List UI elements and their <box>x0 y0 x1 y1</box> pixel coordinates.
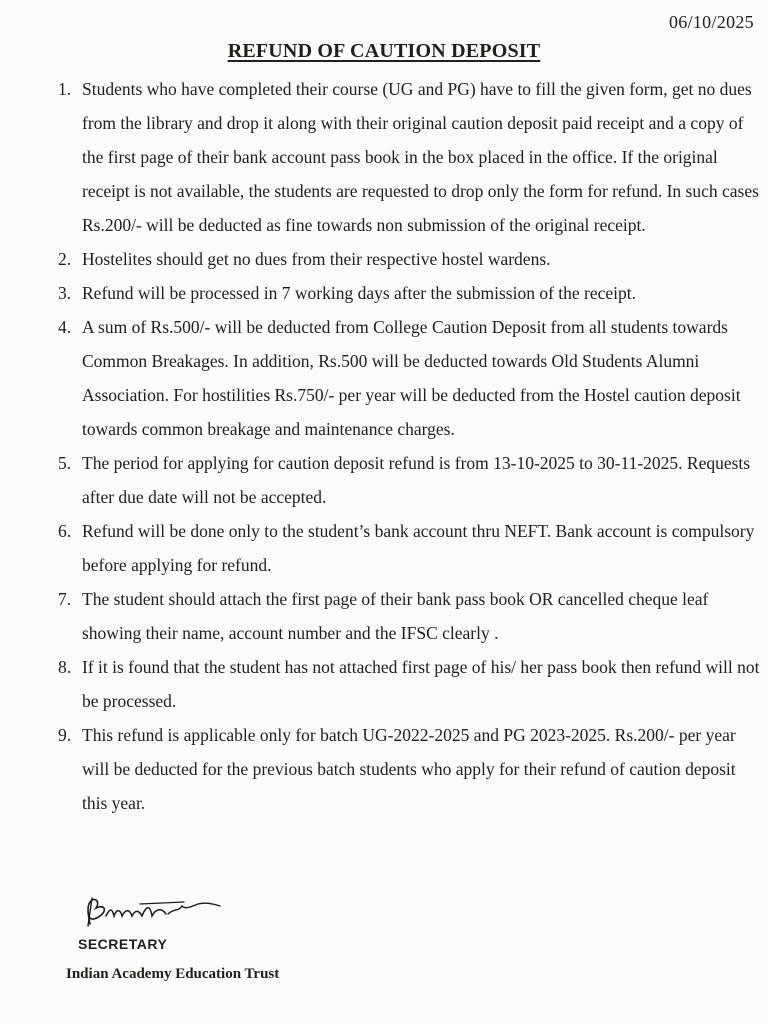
item-number: 5. <box>58 453 72 473</box>
item-text: Refund will be processed in 7 working days after the submission of the receipt. <box>82 283 637 303</box>
list-item <box>58 514 762 582</box>
item-number: 2. <box>58 249 72 269</box>
document-date: 06/10/2025 <box>668 12 754 32</box>
list-item <box>58 718 762 820</box>
item-number: 4. <box>58 317 72 337</box>
item-text: This refund is applicable only for batch UG-2022-2025 and PG 2023-2025. Rs.200/- per year will be deducted for the previous batch students who apply for their refund of caution deposit this year. <box>82 725 736 813</box>
list-item <box>58 582 762 650</box>
list-item <box>58 446 762 514</box>
instructions-list <box>58 72 762 820</box>
item-text: The student should attach the first page of their bank pass book OR cancelled cheque leaf showing their name, account number and the IFSC clearly . <box>82 589 709 643</box>
item-number: 3. <box>58 283 72 303</box>
item-number: 8. <box>58 657 72 677</box>
list-item <box>58 276 762 310</box>
document-title: REFUND OF CAUTION DEPOSIT <box>227 40 541 62</box>
item-text: The period for applying for caution deposit refund is from 13-10-2025 to 30-11-2025. Requests after due date will not be accepted. <box>82 453 751 507</box>
list-item <box>58 650 762 718</box>
item-text: Hostelites should get no dues from their respective hostel wardens. <box>82 249 551 269</box>
handwritten-signature <box>80 894 230 934</box>
item-number: 1. <box>58 79 72 99</box>
list-item <box>58 242 762 276</box>
item-number: 7. <box>58 589 72 609</box>
item-text: If it is found that the student has not attached first page of his/ her pass book then refund will not be processed. <box>82 657 760 711</box>
item-text: A sum of Rs.500/- will be deducted from College Caution Deposit from all students towards Common Breakages. In addition, Rs.500 will be deducted towards Old Students Alumni Association. For hostilities Rs.750/- per year will be deducted from the Hostel caution deposit towards common breakage and maintenance charges. <box>82 317 741 439</box>
item-number: 6. <box>58 521 72 541</box>
list-item <box>58 310 762 446</box>
signatory-designation: SECRETARY <box>78 936 168 952</box>
item-text: Students who have completed their course (UG and PG) have to fill the given form, get no dues from the library and drop it along with their original caution deposit paid receipt and a copy of the first page of their bank account pass book in the box placed in the office. If the original receipt is not available, the students are requested to drop only the form for refund. In such cases Rs.200/- will be deducted as fine towards non submission of the original receipt. <box>82 79 759 235</box>
signature-block <box>76 890 376 1020</box>
organization-name: Indian Academy Education Trust <box>66 966 280 982</box>
list-item <box>58 72 762 242</box>
item-text: Refund will be done only to the student’s bank account thru NEFT. Bank account is compulsory before applying for refund. <box>82 521 755 575</box>
item-number: 9. <box>58 725 72 745</box>
